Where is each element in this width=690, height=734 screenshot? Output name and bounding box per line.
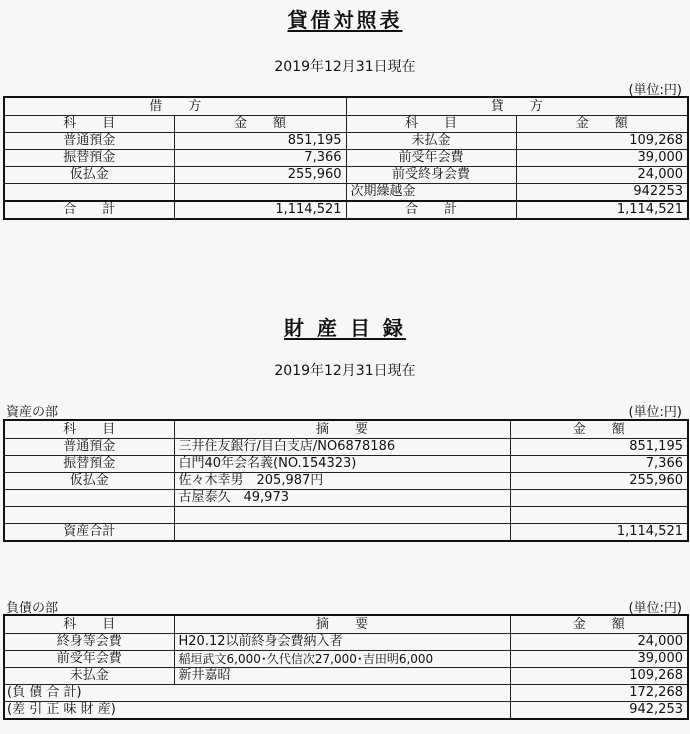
credit-item: 未払金 — [346, 133, 516, 150]
assets-col-item: 科 目 — [4, 420, 174, 439]
inventory-title: 財 産 目 録 — [284, 316, 406, 340]
credit-item: 次期繰越金 — [346, 184, 516, 202]
assets-total-desc — [174, 524, 510, 542]
table-row — [4, 167, 688, 184]
liabilities-col-amount: 金 額 — [510, 615, 688, 634]
liabilities-unit: (単位:円) — [628, 601, 682, 616]
asset-item — [4, 507, 174, 524]
table-row — [4, 507, 688, 524]
assets-table — [3, 419, 689, 542]
liabilities-total-amount: 172,268 — [510, 685, 688, 702]
net-assets-amount: 942,253 — [510, 702, 688, 720]
table-row — [4, 668, 688, 685]
debit-amount: 851,195 — [174, 133, 346, 150]
liability-amount: 39,000 — [510, 651, 688, 668]
liability-amount: 24,000 — [510, 634, 688, 651]
balance-sheet-date: 2019年12月31日現在 — [274, 59, 416, 75]
debit-col-amount: 金 額 — [174, 116, 346, 133]
assets-total-amount: 1,114,521 — [510, 524, 688, 542]
assets-col-desc: 摘 要 — [174, 420, 510, 439]
debit-item: 仮払金 — [4, 167, 174, 184]
asset-amount: 255,960 — [510, 473, 688, 490]
debit-total-amount: 1,114,521 — [174, 201, 346, 219]
liabilities-col-desc: 摘 要 — [174, 615, 510, 634]
credit-col-item: 科 目 — [346, 116, 516, 133]
asset-item: 普通預金 — [4, 439, 174, 456]
table-row — [4, 473, 688, 490]
table-row — [4, 184, 688, 202]
table-row — [4, 133, 688, 150]
liability-item: 前受年会費 — [4, 651, 174, 668]
credit-header: 貸 方 — [346, 97, 688, 116]
liabilities-table — [3, 614, 689, 720]
liabilities-total-label: (負 債 合 計) — [4, 685, 510, 702]
liability-desc: H20.12以前終身会費納入者 — [174, 634, 510, 651]
debit-total-label: 合 計 — [4, 201, 174, 219]
liability-desc: 新井嘉昭 — [174, 668, 510, 685]
credit-col-amount: 金 額 — [516, 116, 688, 133]
asset-desc: 佐々木幸男 205,987円 — [174, 473, 510, 490]
debit-header: 借 方 — [4, 97, 346, 116]
balance-sheet-table — [3, 96, 689, 220]
liability-item: 終身等会費 — [4, 634, 174, 651]
credit-amount: 109,268 — [516, 133, 688, 150]
table-row — [4, 439, 688, 456]
asset-desc: 白門40年会名義(NO.154323) — [174, 456, 510, 473]
assets-unit: (単位:円) — [628, 405, 682, 420]
liability-amount: 109,268 — [510, 668, 688, 685]
table-row — [4, 456, 688, 473]
total-row — [4, 524, 688, 542]
asset-desc: 三井住友銀行/目白支店/NO6878186 — [174, 439, 510, 456]
liabilities-col-item: 科 目 — [4, 615, 174, 634]
asset-item: 仮払金 — [4, 473, 174, 490]
table-row — [4, 634, 688, 651]
credit-amount: 942253 — [516, 184, 688, 202]
assets-total-label: 資産合計 — [4, 524, 174, 542]
debit-amount — [174, 184, 346, 202]
total-row — [4, 201, 688, 219]
credit-amount: 24,000 — [516, 167, 688, 184]
credit-amount: 39,000 — [516, 150, 688, 167]
table-row — [4, 490, 688, 507]
debit-amount: 255,960 — [174, 167, 346, 184]
credit-item: 前受年会費 — [346, 150, 516, 167]
credit-total-amount: 1,114,521 — [516, 201, 688, 219]
total-row — [4, 685, 688, 702]
liability-item: 未払金 — [4, 668, 174, 685]
asset-amount — [510, 490, 688, 507]
debit-amount: 7,366 — [174, 150, 346, 167]
debit-item: 振替預金 — [4, 150, 174, 167]
liability-desc: 稲垣武文6,000･久代信次27,000･吉田明6,000 — [174, 651, 510, 668]
asset-amount: 7,366 — [510, 456, 688, 473]
assets-col-amount: 金 額 — [510, 420, 688, 439]
asset-amount: 851,195 — [510, 439, 688, 456]
asset-item: 振替預金 — [4, 456, 174, 473]
net-assets-label: (差 引 正 味 財 産) — [4, 702, 510, 720]
table-row — [4, 150, 688, 167]
net-assets-row — [4, 702, 688, 720]
credit-total-label: 合 計 — [346, 201, 516, 219]
assets-section-label: 資産の部 — [6, 405, 59, 420]
debit-col-item: 科 目 — [4, 116, 174, 133]
inventory-date: 2019年12月31日現在 — [274, 363, 416, 379]
balance-sheet-unit: (単位:円) — [628, 83, 682, 98]
asset-desc: 古屋泰久 49,973 — [174, 490, 510, 507]
table-row — [4, 651, 688, 668]
asset-item — [4, 490, 174, 507]
debit-item — [4, 184, 174, 202]
asset-amount — [510, 507, 688, 524]
credit-item: 前受終身会費 — [346, 167, 516, 184]
asset-desc — [174, 507, 510, 524]
liabilities-section-label: 負債の部 — [6, 601, 59, 616]
debit-item: 普通預金 — [4, 133, 174, 150]
balance-sheet-title: 貸借対照表 — [287, 8, 403, 32]
